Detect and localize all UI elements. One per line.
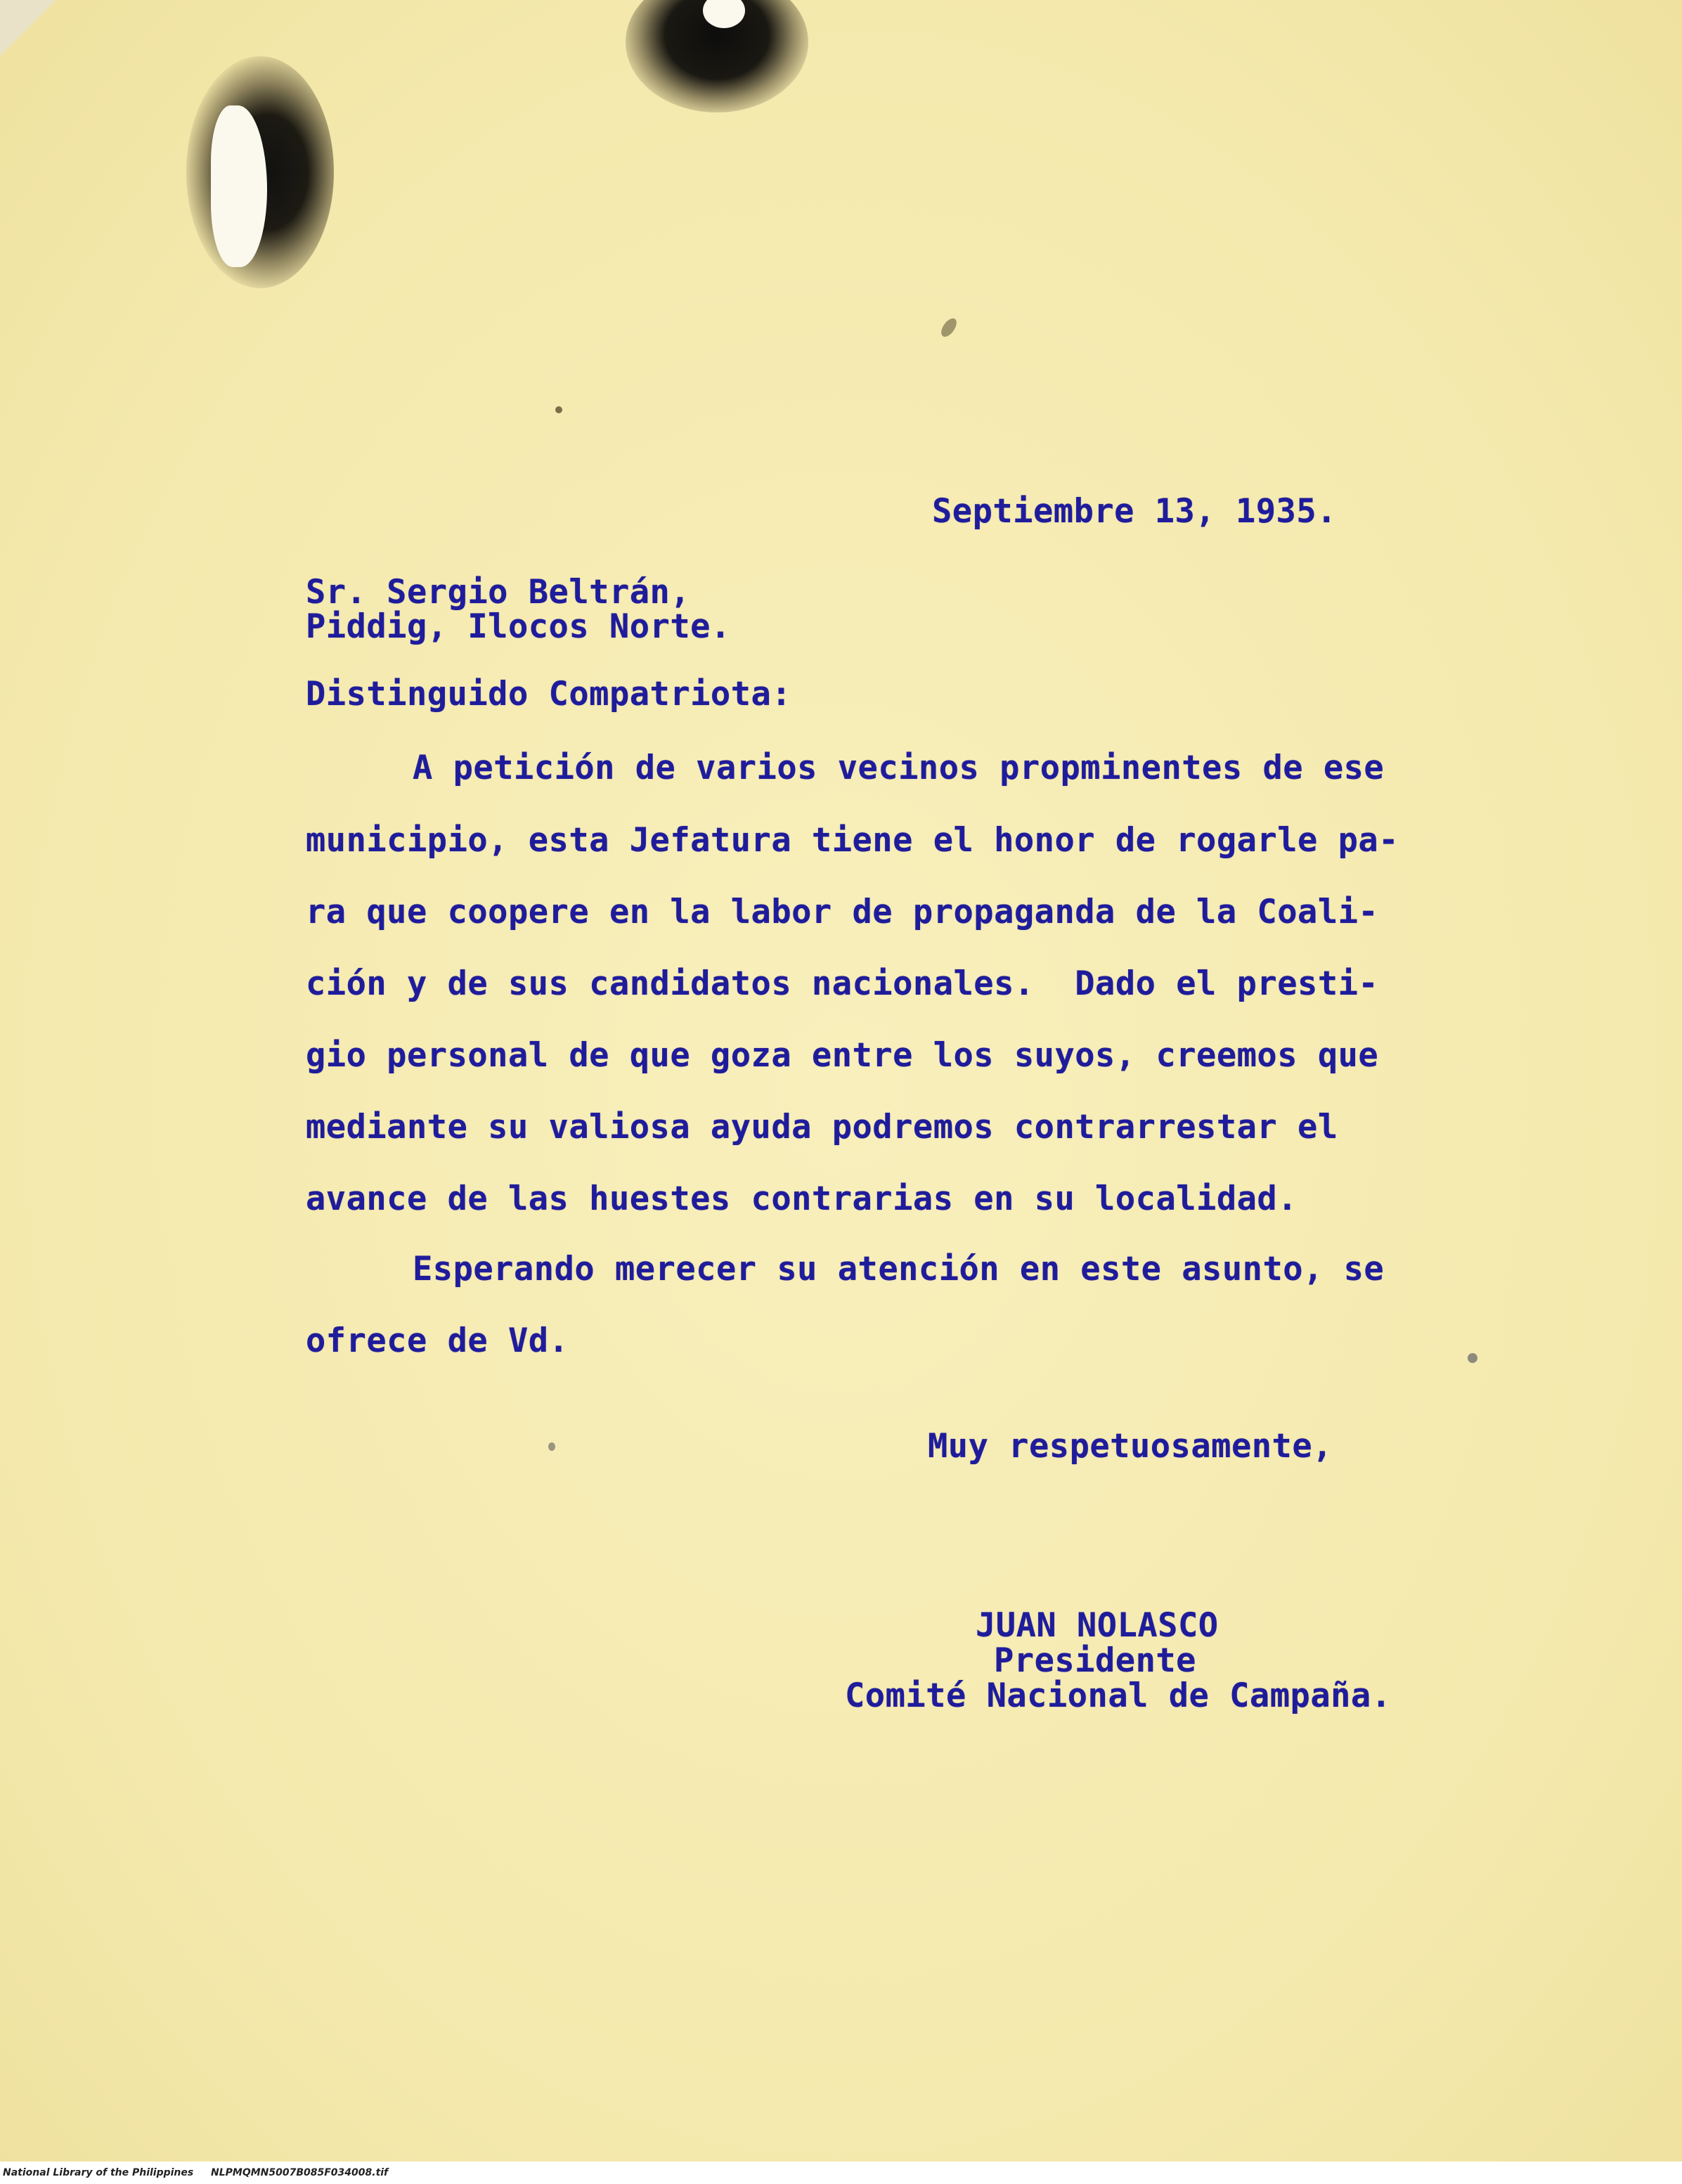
body-line: ción y de sus candidatos nacionales. Dado el presti-: [306, 964, 1379, 1003]
recipient-location: Piddig, Ilocos Norte.: [306, 607, 731, 646]
ink-smudge: [938, 316, 959, 340]
paper-speck: [548, 1442, 555, 1451]
signature-organization: Comité Nacional de Campaña.: [845, 1676, 1392, 1715]
closing-line: ofrece de Vd.: [306, 1322, 569, 1360]
paper-speck: [555, 406, 562, 413]
paper-speck: [1468, 1353, 1477, 1363]
body-line: avance de las huestes contrarias en su localidad.: [306, 1180, 1298, 1218]
body-line: A petición de varios vecinos propminentes de ese: [413, 749, 1385, 787]
body-line: mediante su valiosa ayuda podremos contrarrestar el: [306, 1108, 1338, 1146]
salutation: Distinguido Compatriota:: [306, 675, 792, 713]
recipient-name: Sr. Sergio Beltrán,: [306, 573, 691, 612]
archive-footer: [0, 2162, 1682, 2184]
signature-title: Presidente: [994, 1641, 1196, 1680]
body-line: gio personal de que goza entre los suyos, creemos que: [306, 1036, 1379, 1075]
archive-name: National Library of the Philippines: [3, 2167, 194, 2178]
complimentary-close: Muy respetuosamente,: [928, 1427, 1333, 1466]
file-id: NLPMQMN5007B085F034008.tif: [211, 2167, 389, 2178]
closing-line: Esperando merecer su atención en este asunto, se: [413, 1250, 1385, 1288]
letter-date: Septiembre 13, 1935.: [932, 492, 1337, 531]
body-line: municipio, esta Jefatura tiene el honor de rogarle pa-: [306, 821, 1399, 860]
body-line: ra que coopere en la labor de propaganda de la Coali-: [306, 893, 1379, 931]
signature-name: JUAN NOLASCO: [976, 1606, 1219, 1645]
